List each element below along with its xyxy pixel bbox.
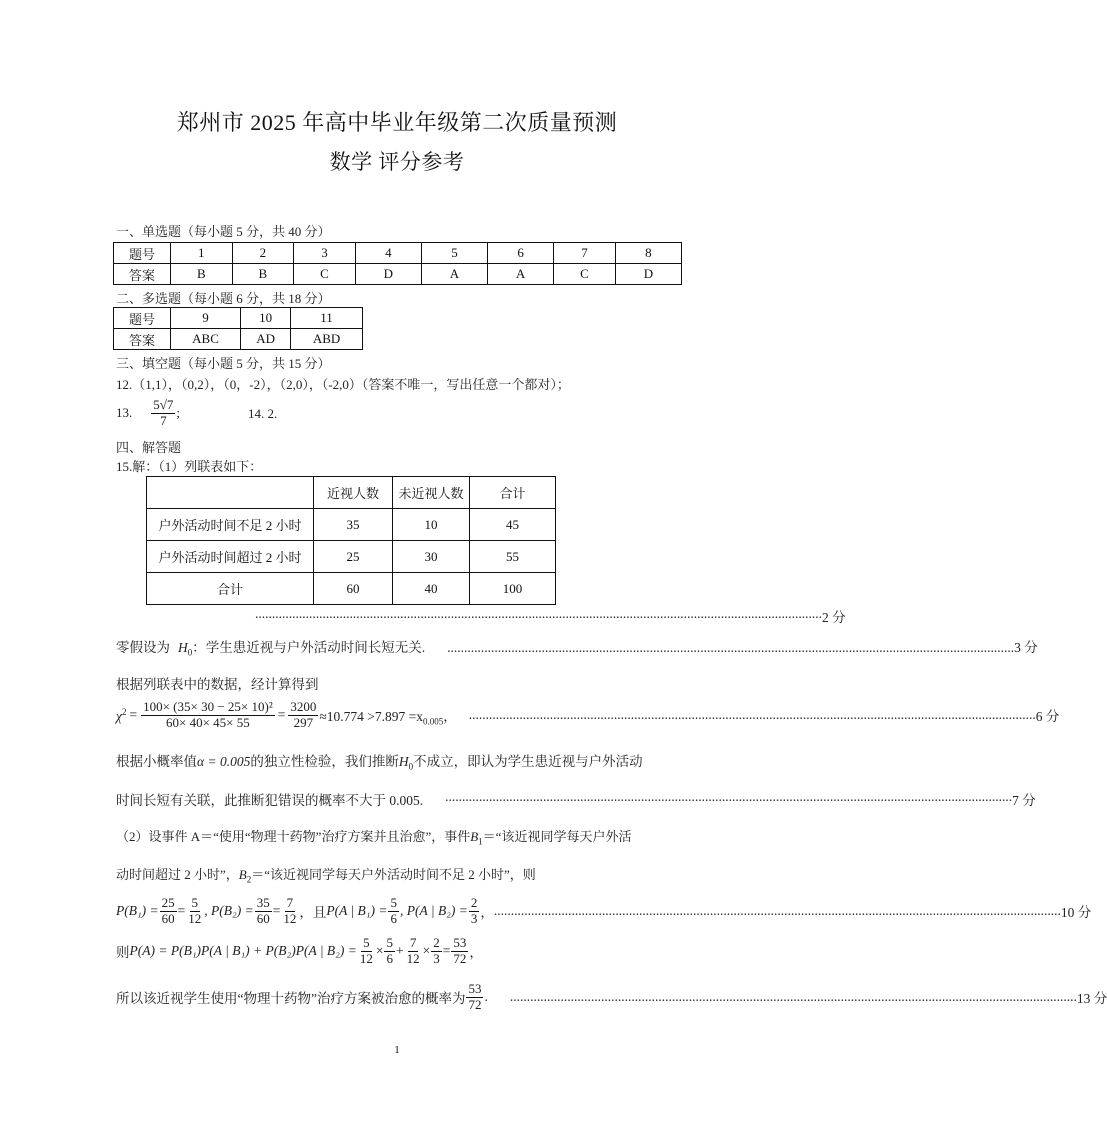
- chi-square-formula: $\chi^2$ = $\frac{\text{100× (35× 30 − 25× 10)²}}{60\times 40\times 45\times 55}$ = $\frac{3200}{297}$ $\approx 10.774 >7.897 =x_{0.005}$， ........................................................................................................................................................................ 6 分: [116, 699, 1060, 730]
- fraction: [151, 398, 175, 429]
- table-row: [147, 541, 556, 573]
- question-number: 8: [615, 243, 681, 264]
- page-number: 1: [394, 1044, 400, 1056]
- q15-intro: 15.解：（1）列联表如下：: [116, 459, 263, 474]
- denominator: 3: [433, 950, 440, 966]
- question-number: 4: [355, 243, 421, 264]
- cell-value: 10: [393, 509, 470, 541]
- row-label: 合计: [147, 573, 314, 605]
- table-row: [114, 308, 363, 329]
- question-number: 5: [421, 243, 487, 264]
- symbol: B: [470, 829, 479, 844]
- fraction: [358, 936, 375, 967]
- table-row: [147, 509, 556, 541]
- answer-cell: ABD: [291, 329, 363, 350]
- question-number: 9: [171, 308, 241, 329]
- probability-line-1: [116, 895, 1092, 927]
- punctuation: ;: [176, 405, 181, 421]
- answer-q13: [116, 398, 180, 429]
- text: （2）设事件 A＝“使用“物理十药物”治疗方案并且治愈”，事件: [116, 829, 471, 844]
- fraction: [431, 936, 442, 967]
- numerator: 5: [390, 895, 397, 910]
- section1-heading: 一、单选题（每小题 5 分，共 40 分）: [116, 224, 331, 239]
- question-number: 11: [291, 308, 363, 329]
- symbol: B: [238, 867, 247, 882]
- table-row: [114, 243, 682, 264]
- row-label: 户外活动时间超过 2 小时: [147, 541, 314, 573]
- text: ，: [443, 708, 457, 724]
- numerator: 7: [286, 895, 294, 910]
- denominator: 6: [386, 950, 393, 966]
- answer-cell: B: [232, 264, 294, 285]
- denominator: 60: [161, 910, 175, 926]
- score: 13 分: [1076, 991, 1107, 1007]
- denominator: 12: [283, 910, 297, 926]
- q13-label: 13.: [116, 405, 133, 421]
- numerator: 53: [468, 981, 482, 996]
- alpha-expression: α = 0.005: [197, 754, 251, 769]
- symbol: H: [398, 754, 409, 769]
- row-label: 户外活动时间不足 2 小时: [147, 509, 314, 541]
- expression: P(B₁) =: [116, 903, 159, 919]
- question-number: 6: [488, 243, 554, 264]
- numerator: 25: [161, 895, 175, 910]
- score: 10 分: [1060, 905, 1092, 921]
- probability-line-2: [116, 936, 483, 967]
- conclusion-line-2: [116, 789, 1036, 809]
- subscript: 2: [246, 874, 252, 885]
- fraction: [405, 936, 422, 967]
- single-choice-table: [113, 242, 682, 285]
- answer-cell: D: [615, 264, 681, 285]
- score-line-2: [255, 606, 846, 626]
- fraction: [255, 896, 272, 927]
- score: 7 分: [1012, 793, 1036, 808]
- row-label: 答案: [114, 329, 171, 350]
- part2-line-1: [116, 826, 631, 847]
- fraction: [288, 700, 318, 731]
- numerator: 53: [453, 935, 467, 950]
- contingency-table: [146, 476, 556, 605]
- fraction: [469, 896, 480, 927]
- document-subtitle: 数学 评分参考: [329, 150, 465, 174]
- cell-value: 60: [314, 573, 393, 605]
- fraction: [186, 896, 203, 927]
- text: 不成立，即认为学生患近视与户外活动: [413, 754, 643, 769]
- numerator: 2: [470, 895, 478, 910]
- text: 的独立性检验，我们推断: [250, 754, 399, 769]
- text: ＝“该近视同学每天户外活动时间不足 2 小时”，则: [251, 867, 536, 882]
- text: 所以该近视学生使用“物理十药物”治疗方案被治愈的概率为: [116, 991, 466, 1007]
- operator: ×: [422, 943, 431, 959]
- dot-leader: ........................................................................................................................................................................: [447, 640, 1015, 655]
- cell-value: 25: [314, 541, 393, 573]
- fraction: [388, 896, 399, 927]
- answer-cell: C: [294, 264, 356, 285]
- text: ，: [469, 945, 483, 961]
- denominator: 12: [188, 910, 202, 926]
- operator: +: [395, 943, 404, 959]
- text: 动时间超过 2 小时”，: [116, 867, 239, 882]
- operator: =: [442, 943, 451, 959]
- numerator: 5: [386, 935, 393, 950]
- null-hypothesis-line: [116, 636, 1038, 658]
- answer-cell: A: [421, 264, 487, 285]
- answer-q12: 12.（1,1），（0,2），（0，-2），（2,0），（-2,0）（答案不唯一，写出任意一个都对）；: [116, 377, 570, 392]
- operator: =: [272, 903, 281, 919]
- text: ，且: [299, 905, 327, 921]
- expression: P(A | B₁) =: [326, 903, 388, 919]
- numerator: 3200: [290, 699, 317, 714]
- fraction: [451, 936, 468, 967]
- operator: ×: [375, 943, 384, 959]
- score: 2 分: [822, 610, 846, 625]
- table-row: [147, 573, 556, 605]
- text: ，: [480, 905, 494, 921]
- numerator: 7: [409, 935, 417, 950]
- part2-line-2: [116, 864, 536, 885]
- numerator: 5: [363, 935, 370, 950]
- calc-intro: 根据列联表中的数据，经计算得到: [116, 677, 319, 692]
- h0-symbol: [178, 640, 192, 658]
- answer-q14: 14. 2.: [248, 406, 278, 421]
- fraction: [141, 700, 275, 731]
- subscript: 0: [187, 647, 193, 658]
- question-number: 3: [294, 243, 356, 264]
- symbol: χ: [116, 708, 122, 724]
- denominator: 12: [359, 950, 373, 966]
- chi-tail: [319, 705, 456, 727]
- score: 6 分: [1035, 709, 1060, 725]
- expression: , P(B₂) =: [204, 903, 254, 919]
- document-title: 郑州市 2025 年高中毕业年级第二次质量预测: [176, 110, 618, 135]
- chi-symbol: [116, 707, 126, 725]
- table-row: [114, 264, 682, 285]
- fraction: [281, 896, 298, 927]
- answer-cell: C: [554, 264, 616, 285]
- header-cell: 近视人数: [314, 477, 393, 509]
- question-number: 1: [171, 243, 233, 264]
- subscript: 1: [478, 836, 483, 847]
- dot-leader: ........................................................................................................................................................................: [255, 606, 822, 621]
- text: ＝“该近视同学每天户外活: [482, 829, 632, 844]
- header-cell: 合计: [470, 477, 556, 509]
- section4-heading: 四、解答题: [116, 440, 182, 455]
- denominator: 3: [470, 910, 478, 926]
- numerator: 35: [256, 895, 270, 910]
- subscript: 0.005: [422, 716, 444, 727]
- cell-value: 30: [393, 541, 470, 573]
- fraction: [384, 936, 395, 967]
- expression: , P(A | B₂) =: [399, 903, 468, 919]
- denominator: 12: [406, 950, 420, 966]
- expression: P(A) = P(B₁)P(A | B₁) + P(B₂)P(A | B₂) =: [129, 943, 357, 959]
- cell-value: 45: [470, 509, 556, 541]
- superscript: 2: [121, 706, 127, 717]
- header-cell: 未近视人数: [393, 477, 470, 509]
- cell-value: 100: [470, 573, 556, 605]
- answer-cell: AD: [241, 329, 291, 350]
- question-number: 7: [554, 243, 616, 264]
- row-label: 答案: [114, 264, 171, 285]
- cell-value: 55: [470, 541, 556, 573]
- subscript: 0: [408, 761, 414, 772]
- denominator: 6: [390, 910, 397, 926]
- section3-heading: 三、填空题（每小题 5 分，共 15 分）: [116, 356, 331, 371]
- answer-cell: ABC: [171, 329, 241, 350]
- fraction: [160, 896, 177, 927]
- text: .: [484, 989, 488, 1005]
- dot-leader: ........................................................................................................................................................................: [445, 789, 1013, 804]
- row-label: 题号: [114, 243, 171, 264]
- denominator: 60× 40× 45× 55: [166, 714, 250, 730]
- denominator: 7: [160, 412, 167, 428]
- text: 则: [116, 945, 130, 961]
- numerator: 5√7: [153, 397, 174, 412]
- answer-cell: B: [171, 264, 233, 285]
- text: ：学生患近视与户外活动时间长短无关.: [192, 640, 426, 655]
- question-number: 2: [232, 243, 294, 264]
- header-cell: [147, 477, 314, 509]
- multi-choice-table: [113, 307, 363, 350]
- text: 零假设为: [116, 640, 170, 655]
- table-header-row: [147, 477, 556, 509]
- final-answer-line: [116, 981, 1107, 1013]
- answer-cell: D: [355, 264, 421, 285]
- table-row: [114, 329, 363, 350]
- score: 3 分: [1014, 640, 1038, 655]
- answer-cell: A: [488, 264, 554, 285]
- row-label: 题号: [114, 308, 171, 329]
- numerator: 100× (35× 30 − 25× 10)²: [143, 699, 273, 714]
- dot-leader: ........................................................................................................................................................................: [468, 707, 1036, 723]
- denominator: 72: [468, 996, 482, 1012]
- text: 根据小概率值: [116, 754, 197, 769]
- text: 时间长短有关联，此推断犯错误的概率不大于 0.005.: [116, 793, 424, 808]
- symbol: H: [178, 640, 188, 655]
- conclusion-line-1: [116, 750, 643, 772]
- cell-value: 35: [314, 509, 393, 541]
- dot-leader: ........................................................................................................................................................................: [509, 989, 1077, 1005]
- fraction: [466, 982, 483, 1013]
- operator: =: [177, 903, 186, 919]
- numerator: 5: [191, 895, 199, 910]
- question-number: 10: [241, 308, 291, 329]
- denominator: 297: [293, 714, 314, 730]
- dot-leader: ........................................................................................................................................................................: [493, 903, 1061, 919]
- denominator: 72: [453, 950, 467, 966]
- denominator: 60: [256, 910, 270, 926]
- section2-heading: 二、多选题（每小题 6 分，共 18 分）: [116, 291, 331, 306]
- numerator: 2: [433, 935, 440, 950]
- text: ≈10.774 >7.897 =x: [319, 708, 423, 724]
- cell-value: 40: [393, 573, 470, 605]
